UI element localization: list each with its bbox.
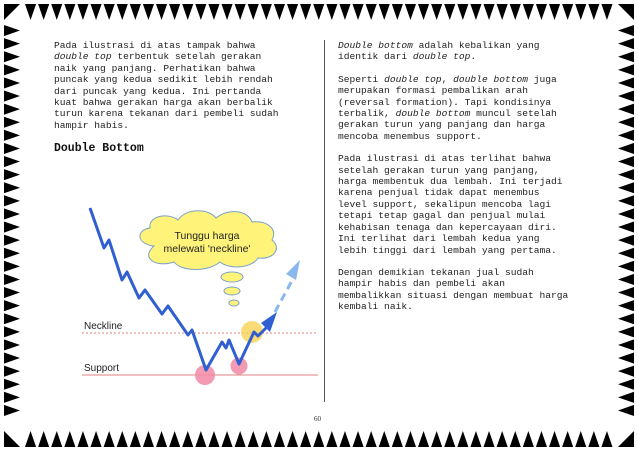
right-column: [338, 40, 603, 324]
italic-term: double top: [384, 73, 442, 85]
projection-arrowhead: [286, 260, 300, 280]
left-column: [54, 40, 316, 155]
bubble-text-line2: melewati 'neckline': [163, 243, 251, 255]
neckline-label: Neckline: [84, 321, 123, 332]
italic-term: double top: [412, 51, 471, 63]
section-heading-double-bottom: Double Bottom: [54, 142, 144, 156]
second-bottom-marker: [231, 358, 248, 375]
thought-dot-large: [221, 272, 243, 282]
support-label: Support: [84, 363, 120, 374]
right-paragraph-4: Dengan demikian tekanan jual sudah hampir habis dan pembeli akan membalikkan situasi dengan membuat harga kembali naik.: [338, 266, 569, 313]
italic-term: double bottom: [453, 73, 528, 85]
thought-dot-medium: [224, 287, 240, 295]
thought-dot-small: [229, 300, 239, 306]
book-page: [24, 26, 614, 426]
right-paragraph-3: Pada ilustrasi di atas terlihat bahwa setelah gerakan turun yang panjang, harga membentuk dua lembah. Ini terjadi karena penjual tidak dapat menembus level support, sekalipun mencoba lagi tetapi tetap gagal dan penjual mulai kehabisan tenaga dan kepercayaan diri. Ini terlihat dari lembah kedua yang lebih tinggi dari lembah yang pertama.: [338, 153, 563, 256]
italic-term: double bottom: [395, 108, 471, 120]
bubble-text-line1: Tunggu harga: [174, 230, 240, 242]
italic-term: Double bottom: [338, 40, 413, 51]
double-bottom-illustration: [82, 202, 334, 392]
right-paragraph-2: Seperti double top, double bottom juga merupakan formasi pembalikan arah (reversal formation). Tapi kondisinya terbalik, double bottom muncul setelah gerakan turun yang panjang dan harga mencoba menembus support.: [338, 73, 557, 142]
right-paragraph-1: Double bottom adalah kebalikan yang identik dari double top.: [338, 40, 540, 63]
breakout-projection: [275, 277, 294, 312]
page-number: 60: [314, 415, 321, 423]
italic-term: double top: [54, 51, 112, 63]
double-top-paragraph: Pada ilustrasi di atas tampak bahwa double top terbentuk setelah gerakan naik yang panjang. Perhatikan bahwa puncak yang kedua sedikit lebih rendah dari puncak yang kedua. Ini pertanda kuat bahwa gerakan harga akan berbalik turun karena tekanan dari pembeli sudah hampir habis.: [54, 40, 279, 131]
